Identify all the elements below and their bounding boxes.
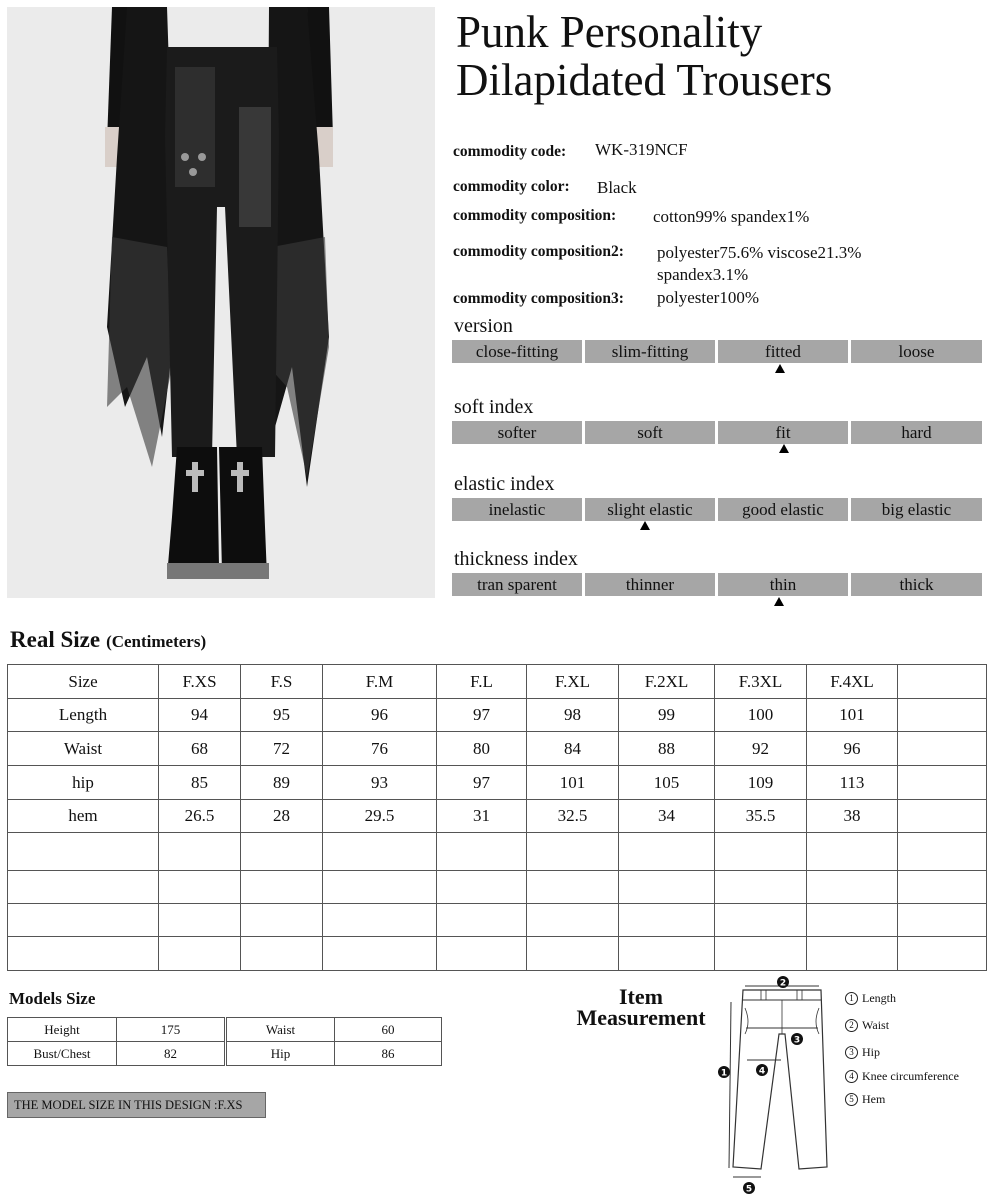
size-table-cell [619, 937, 715, 971]
legend-label: Hem [862, 1092, 886, 1106]
product-title [456, 8, 986, 104]
size-table-cell: 38 [807, 800, 898, 833]
elastic-index-scale [452, 498, 982, 521]
size-table-cell [527, 904, 619, 937]
version-scale [452, 340, 982, 363]
size-table-row-label: hem [8, 800, 159, 833]
table-row [227, 1042, 442, 1066]
legend-label: Length [862, 991, 896, 1005]
spec-value-continued: spandex3.1% [657, 265, 749, 284]
size-table-cell [527, 937, 619, 971]
size-table-row-label [8, 871, 159, 904]
table-cell: 82 [117, 1042, 225, 1066]
size-table-cell [437, 833, 527, 871]
size-table-cell [241, 937, 323, 971]
table-cell: Hip [227, 1042, 335, 1066]
size-table-cell: 34 [619, 800, 715, 833]
trousers-measurement-diagram [713, 972, 841, 1197]
product-photo [7, 7, 435, 598]
table-cell: 86 [335, 1042, 442, 1066]
size-table-cell [898, 937, 987, 971]
size-table-header-cell [898, 665, 987, 699]
size-table-cell [241, 833, 323, 871]
size-table-cell: 32.5 [527, 800, 619, 833]
size-table-cell: 97 [437, 699, 527, 732]
item-measurement-title-line-2: Measurement [576, 1005, 706, 1030]
size-table-cell: 88 [619, 732, 715, 766]
table-row [227, 1018, 442, 1042]
spec-value: cotton99% spandex1% [653, 207, 810, 226]
size-table-header-cell: F.XL [527, 665, 619, 699]
size-table-row [8, 766, 987, 800]
product-title-line-1: Punk Personality [456, 7, 763, 57]
size-table-cell [715, 833, 807, 871]
elastic-index-option: good elastic [718, 498, 848, 521]
size-table-cell: 93 [323, 766, 437, 800]
size-table-row [8, 937, 987, 971]
size-table-cell: 35.5 [715, 800, 807, 833]
size-table-cell: 84 [527, 732, 619, 766]
size-table-header-cell: F.XS [159, 665, 241, 699]
thickness-index-option: thinner [585, 573, 715, 596]
size-table-cell [527, 833, 619, 871]
thickness-index-option-selected: thin [718, 573, 848, 596]
size-table-row-label [8, 833, 159, 871]
size-table-cell [619, 833, 715, 871]
spec-commodity-composition [453, 207, 810, 226]
soft-index-option: soft [585, 421, 715, 444]
size-table-header-cell: F.S [241, 665, 323, 699]
size-table-row [8, 699, 987, 732]
size-table-cell: 31 [437, 800, 527, 833]
table-row [8, 1018, 225, 1042]
size-table-header-cell: F.3XL [715, 665, 807, 699]
spec-label: commodity composition3: [453, 290, 624, 307]
spec-value: Black [597, 178, 637, 197]
size-table-row [8, 732, 987, 766]
item-measurement-title [560, 986, 722, 1028]
spec-value: polyester75.6% viscose21.3% [657, 243, 862, 262]
size-table-cell [715, 904, 807, 937]
size-table-row-label: Waist [8, 732, 159, 766]
legend-item-hem [845, 1092, 885, 1107]
size-table-cell: 94 [159, 699, 241, 732]
size-table-cell: 109 [715, 766, 807, 800]
size-table-cell: 96 [807, 732, 898, 766]
svg-text:2: 2 [779, 978, 787, 989]
size-table-cell: 113 [807, 766, 898, 800]
size-table-cell [898, 766, 987, 800]
legend-label: Hip [862, 1045, 880, 1059]
size-table-cell: 105 [619, 766, 715, 800]
size-table-cell [898, 833, 987, 871]
size-table-cell [159, 833, 241, 871]
size-table-cell: 101 [807, 699, 898, 732]
size-table-cell: 96 [323, 699, 437, 732]
size-table-cell [807, 833, 898, 871]
legend-item-waist [845, 1018, 889, 1033]
table-cell: Waist [227, 1018, 335, 1042]
size-table-cell: 92 [715, 732, 807, 766]
spec-label: commodity composition: [453, 207, 617, 224]
size-chart-table [7, 664, 987, 971]
soft-index-scale [452, 421, 982, 444]
size-table-cell [898, 699, 987, 732]
size-table-header-cell: F.4XL [807, 665, 898, 699]
version-selected-marker-icon [775, 364, 785, 373]
table-cell: Height [8, 1018, 117, 1042]
size-table-cell [323, 904, 437, 937]
size-table-cell [898, 732, 987, 766]
elastic-index-label: elastic index [454, 473, 555, 495]
svg-text:4: 4 [758, 1066, 766, 1077]
spec-label: commodity composition2: [453, 243, 624, 260]
elastic-index-option: big elastic [851, 498, 982, 521]
size-table-header-cell: F.M [323, 665, 437, 699]
size-table-cell [323, 871, 437, 904]
number-2-icon: 2 [845, 1019, 858, 1032]
soft-index-option: hard [851, 421, 982, 444]
size-table-cell [619, 904, 715, 937]
size-table-cell: 72 [241, 732, 323, 766]
size-table-cell: 98 [527, 699, 619, 732]
size-table-cell: 101 [527, 766, 619, 800]
size-table-row [8, 871, 987, 904]
size-table-cell [323, 937, 437, 971]
legend-item-hip [845, 1045, 880, 1060]
version-option-selected: fitted [718, 340, 848, 363]
size-table-cell: 26.5 [159, 800, 241, 833]
size-table-cell: 76 [323, 732, 437, 766]
models-size-table-left [7, 1017, 225, 1066]
size-table-cell [437, 871, 527, 904]
thickness-index-label: thickness index [454, 548, 578, 570]
number-4-icon: 4 [845, 1070, 858, 1083]
size-table-cell: 80 [437, 732, 527, 766]
size-table-row-label [8, 937, 159, 971]
version-option: loose [851, 340, 982, 363]
thickness-index-option: tran sparent [452, 573, 582, 596]
legend-item-length [845, 991, 896, 1006]
svg-text:5: 5 [745, 1184, 753, 1195]
spec-value: polyester100% [657, 288, 759, 307]
size-table-cell [323, 833, 437, 871]
size-table-row-label [8, 904, 159, 937]
spec-commodity-code [453, 140, 688, 161]
spec-label: commodity color: [453, 178, 570, 195]
size-table-cell [807, 871, 898, 904]
size-table-cell [898, 871, 987, 904]
size-table-cell [619, 871, 715, 904]
spec-label: commodity code: [453, 143, 567, 160]
size-table-cell: 29.5 [323, 800, 437, 833]
number-3-icon: 3 [845, 1046, 858, 1059]
size-table-header-cell: F.2XL [619, 665, 715, 699]
size-table-cell [437, 904, 527, 937]
models-size-table-right [226, 1017, 442, 1066]
size-table-header-cell: F.L [437, 665, 527, 699]
size-table-cell: 68 [159, 732, 241, 766]
size-table-row [8, 833, 987, 871]
elastic-index-option: inelastic [452, 498, 582, 521]
svg-text:1: 1 [720, 1068, 728, 1079]
elastic-index-option-selected: slight elastic [585, 498, 715, 521]
model-size-note: THE MODEL SIZE IN THIS DESIGN :F.XS [7, 1092, 266, 1118]
size-table-cell [715, 937, 807, 971]
soft-index-option: softer [452, 421, 582, 444]
size-table-cell [898, 800, 987, 833]
real-size-unit: (Centimeters) [106, 632, 207, 651]
product-title-line-2: Dilapidated Trousers [456, 55, 833, 105]
table-cell: 60 [335, 1018, 442, 1042]
version-label: version [454, 315, 513, 337]
thickness-index-selected-marker-icon [774, 597, 784, 606]
size-table-row [8, 904, 987, 937]
models-size-title: Models Size [9, 989, 96, 1008]
size-table-cell [159, 904, 241, 937]
size-table-cell: 100 [715, 699, 807, 732]
size-table-cell: 28 [241, 800, 323, 833]
table-cell: Bust/Chest [8, 1042, 117, 1066]
number-5-icon: 5 [845, 1093, 858, 1106]
size-table-cell [807, 937, 898, 971]
size-table-row [8, 800, 987, 833]
size-table-cell [437, 937, 527, 971]
legend-label: Waist [862, 1018, 890, 1032]
size-table-row-label: hip [8, 766, 159, 800]
model-wearing-trousers-image [7, 7, 435, 598]
size-table-header-row [8, 665, 987, 699]
size-table-cell [715, 871, 807, 904]
size-table-header-cell: Size [8, 665, 159, 699]
svg-text:3: 3 [793, 1035, 801, 1046]
size-table-cell [241, 871, 323, 904]
spec-value: WK-319NCF [595, 140, 688, 159]
spec-commodity-composition-2 [453, 243, 862, 284]
size-table-cell: 97 [437, 766, 527, 800]
version-option: slim-fitting [585, 340, 715, 363]
size-table-cell [159, 871, 241, 904]
size-table-cell [159, 937, 241, 971]
size-table-cell: 95 [241, 699, 323, 732]
real-size-heading [10, 627, 206, 653]
number-1-icon: 1 [845, 992, 858, 1005]
soft-index-selected-marker-icon [779, 444, 789, 453]
version-option: close-fitting [452, 340, 582, 363]
soft-index-option-selected: fit [718, 421, 848, 444]
real-size-title: Real Size [10, 627, 101, 652]
thickness-index-option: thick [851, 573, 982, 596]
size-table-cell [241, 904, 323, 937]
item-measurement-title-line-1: Item [619, 984, 663, 1009]
size-table-row-label: Length [8, 699, 159, 732]
size-table-cell: 85 [159, 766, 241, 800]
spec-commodity-color [453, 178, 637, 197]
size-table-cell [527, 871, 619, 904]
soft-index-label: soft index [454, 396, 534, 418]
thickness-index-scale [452, 573, 982, 596]
size-table-cell: 89 [241, 766, 323, 800]
elastic-index-selected-marker-icon [640, 521, 650, 530]
size-table-cell: 99 [619, 699, 715, 732]
legend-label: Knee circumference [862, 1069, 959, 1083]
legend-item-knee-circumference [845, 1069, 959, 1084]
table-row [8, 1042, 225, 1066]
size-table-cell [898, 904, 987, 937]
size-table-cell [807, 904, 898, 937]
table-cell: 175 [117, 1018, 225, 1042]
spec-commodity-composition-3 [453, 288, 759, 308]
